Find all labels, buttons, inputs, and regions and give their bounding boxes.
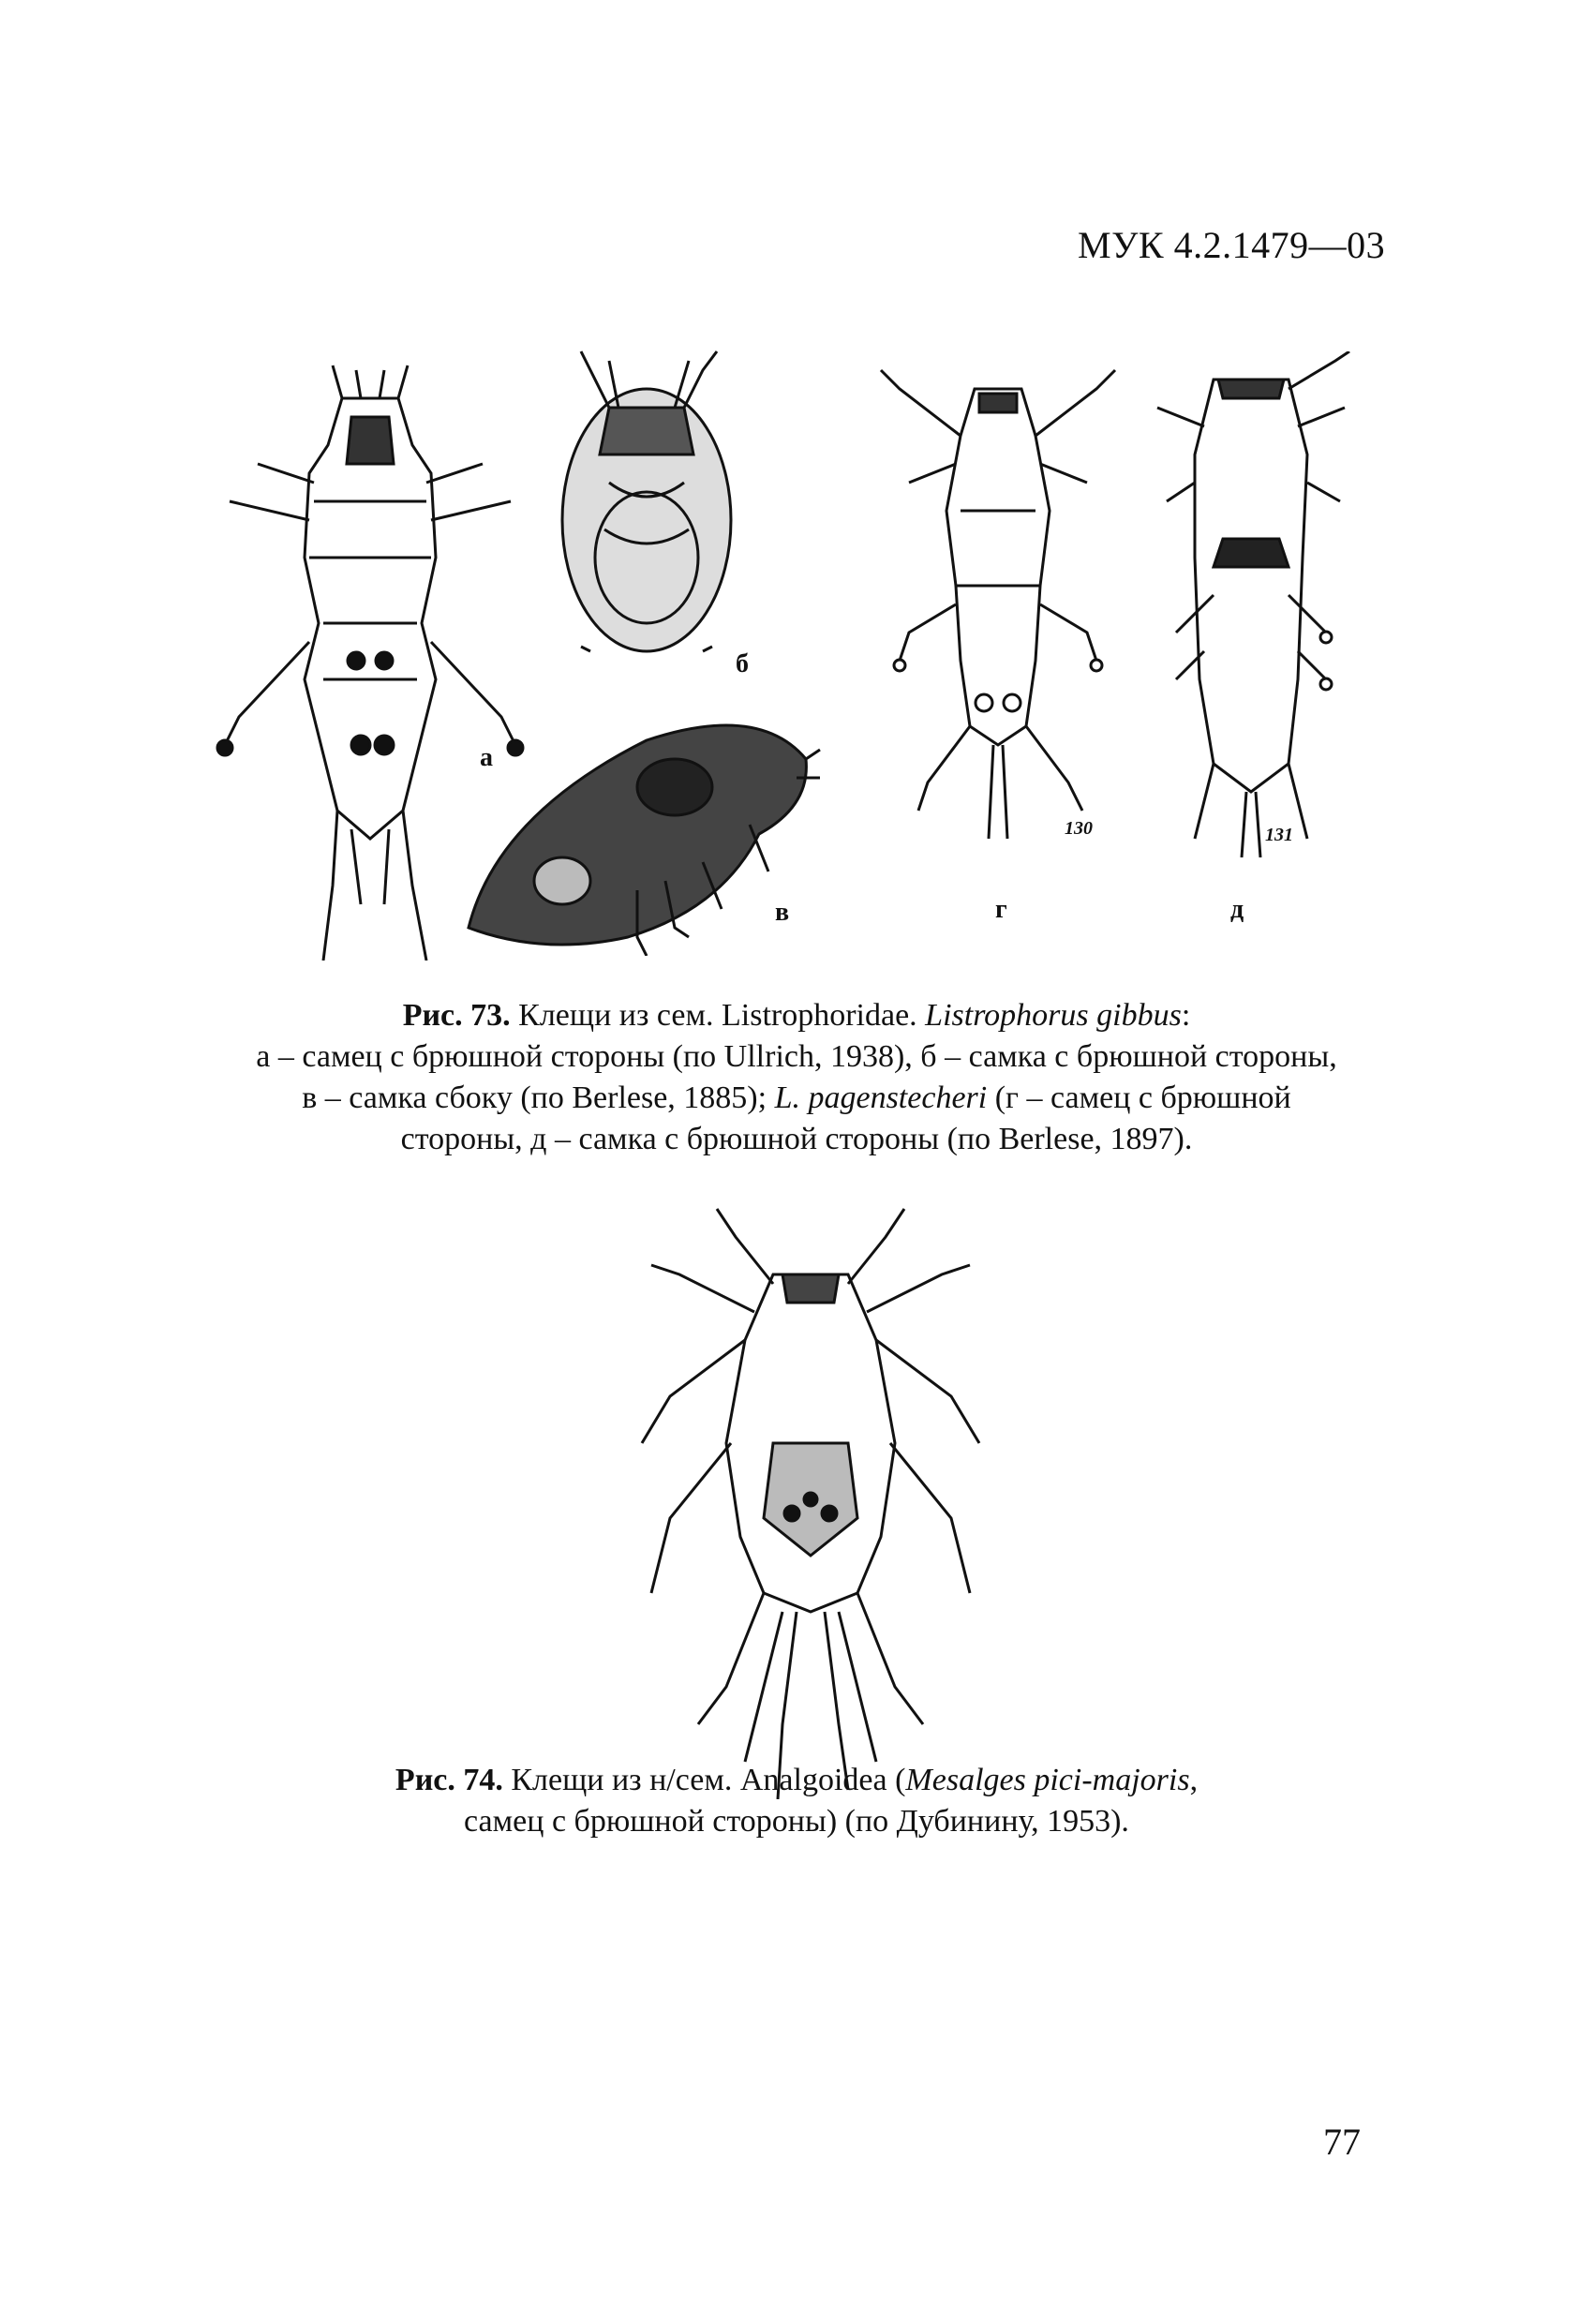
running-header: МУК 4.2.1479—03 [1078,224,1386,266]
figure-73-caption-line4: стороны, д – самка с брюшной стороны (по Berlese, 1897). [400,1122,1193,1156]
figure-74-caption-line2: самец с брюшной стороны) (по Дубинину, 1953). [464,1804,1129,1839]
figure-73d-number: 131 [1265,825,1293,845]
figure-73a-label: а [480,743,493,772]
figure-73g-label: г [995,895,1007,924]
figure-73g-number: 130 [1065,818,1093,839]
figure-73-caption-line3 [183,1078,1410,1119]
page-number: 77 [1323,2121,1361,2163]
figure-73d-illustration [1139,351,1363,857]
figure-73-caption-line1 [183,995,1410,1036]
figure-73-caption [183,995,1410,1160]
figure-73g-illustration [871,351,1125,848]
figure-73v-illustration [459,703,825,956]
figure-73-caption-line3-start: в – самка сбоку (по Berlese, 1885); [302,1080,775,1115]
figure-73-caption-line2: а – самец с брюшной стороны (по Ullrich, 1938), б – самка с брюшной стороны, [256,1039,1337,1074]
figure-73-caption-colon: : [1181,998,1191,1033]
figure-74-caption-line1 [333,1760,1260,1801]
figure-74-caption [333,1760,1260,1842]
figure-74-illustration [614,1199,1007,1799]
figure-73-caption-text: Клещи из сем. Listrophoridae. [510,998,926,1033]
figure-73-caption-line3-species: L. pagenstecheri [774,1080,988,1115]
figure-73v-label: в [775,898,790,927]
figure-73-caption-line3-end: (г – самец с брюшной [987,1080,1291,1115]
figure-73b-illustration [553,342,750,661]
figure-73d-label: д [1230,895,1244,924]
figure-73-caption-species: Listrophorus gibbus [925,998,1182,1033]
figure-74-caption-text: Клещи из н/сем. Analgoidea ( [502,1763,906,1797]
figure-73-caption-label: Рис. 73. [402,998,511,1033]
figure-74-caption-species: Mesalges pici-majoris [905,1763,1190,1797]
figure-74-caption-comma: , [1189,1763,1199,1797]
figure-73b-label: б [736,649,749,678]
figure-74-caption-label: Рис. 74. [395,1763,503,1797]
